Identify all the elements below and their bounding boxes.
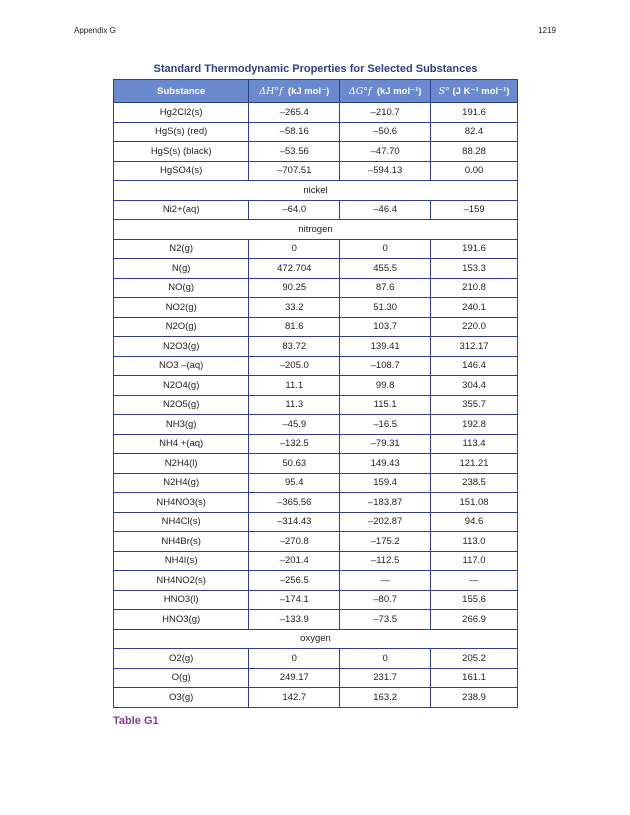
enthalpy-cell: –64.0 [249,200,340,220]
gibbs-cell: –210.7 [340,103,431,123]
enthalpy-cell: 90.25 [249,278,340,298]
gibbs-cell: –47.70 [340,142,431,162]
substance-cell: NH4NO3(s) [114,493,249,513]
substance-cell: HgSO4(s) [114,161,249,181]
entropy-cell: 312.17 [431,337,518,357]
gibbs-cell: –80.7 [340,590,431,610]
group-row [114,181,518,201]
group-label: oxygen [114,629,518,649]
gibbs-cell: 159.4 [340,473,431,493]
gibbs-cell: –50.6 [340,122,431,142]
enthalpy-cell: 11.1 [249,376,340,396]
group-label: nitrogen [114,220,518,240]
entropy-cell: 205.2 [431,649,518,669]
substance-cell: NH3(g) [114,415,249,435]
header-substance: Substance [114,80,249,103]
table-row [114,512,518,532]
table-row [114,298,518,318]
substance-cell: NO(g) [114,278,249,298]
enthalpy-cell: –53.56 [249,142,340,162]
substance-cell: Ni2+(aq) [114,200,249,220]
enthalpy-cell: –314.43 [249,512,340,532]
enthalpy-cell: 142.7 [249,688,340,708]
substance-cell: N(g) [114,259,249,279]
enthalpy-cell: –205.0 [249,356,340,376]
table-row [114,239,518,259]
substance-cell: N2H4(g) [114,473,249,493]
substance-cell: N2(g) [114,239,249,259]
substance-cell: O2(g) [114,649,249,669]
substance-cell: HgS(s) (black) [114,142,249,162]
entropy-cell: 355.7 [431,395,518,415]
table-row [114,395,518,415]
table-row [114,200,518,220]
substance-cell: N2O(g) [114,317,249,337]
gibbs-cell: 163.2 [340,688,431,708]
substance-cell: HNO3(l) [114,590,249,610]
table-row [114,532,518,552]
entropy-cell: 192.8 [431,415,518,435]
substance-cell: O(g) [114,668,249,688]
gibbs-cell: 149.43 [340,454,431,474]
header-gibbs: ΔG°f (kJ mol⁻¹) [340,80,431,103]
table-row [114,493,518,513]
table-row [114,161,518,181]
substance-cell: NH4NO2(s) [114,571,249,591]
entropy-cell: –159 [431,200,518,220]
header-entropy: S° (J K⁻¹ mol⁻¹) [431,80,518,103]
table-title: Standard Thermodynamic Properties for Selected Substances [153,63,478,75]
entropy-cell: 155.6 [431,590,518,610]
enthalpy-cell: 0 [249,239,340,259]
enthalpy-cell: –174.1 [249,590,340,610]
table-row [114,610,518,630]
enthalpy-cell: 81.6 [249,317,340,337]
entropy-cell: 146.4 [431,356,518,376]
substance-cell: NO3 –(aq) [114,356,249,376]
entropy-cell: 304.4 [431,376,518,396]
enthalpy-cell: –133.9 [249,610,340,630]
table-row [114,103,518,123]
entropy-cell: 0.00 [431,161,518,181]
enthalpy-cell: –270.8 [249,532,340,552]
substance-cell: NO2(g) [114,298,249,318]
gibbs-cell: –594.13 [340,161,431,181]
entropy-cell: 153.3 [431,259,518,279]
table-row [114,668,518,688]
enthalpy-cell: –58.16 [249,122,340,142]
group-row [114,220,518,240]
gibbs-cell: 87.6 [340,278,431,298]
entropy-cell: 238.5 [431,473,518,493]
gibbs-cell: –108.7 [340,356,431,376]
gibbs-cell: 103.7 [340,317,431,337]
substance-cell: NH4Br(s) [114,532,249,552]
substance-cell: N2H4(l) [114,454,249,474]
gibbs-cell: –16.5 [340,415,431,435]
substance-cell: NH4I(s) [114,551,249,571]
table-row [114,571,518,591]
table-row [114,454,518,474]
entropy-cell: 113.4 [431,434,518,454]
gibbs-cell: 0 [340,649,431,669]
gibbs-cell: 0 [340,239,431,259]
gibbs-cell: –175.2 [340,532,431,552]
table-row [114,317,518,337]
enthalpy-cell: –365.56 [249,493,340,513]
entropy-cell: 121.21 [431,454,518,474]
gibbs-cell: –202.87 [340,512,431,532]
table-row [114,337,518,357]
entropy-cell: 161.1 [431,668,518,688]
table-row [114,649,518,669]
entropy-cell: 82.4 [431,122,518,142]
gibbs-cell: –112.5 [340,551,431,571]
gibbs-cell: 139.41 [340,337,431,357]
entropy-cell: 117.0 [431,551,518,571]
enthalpy-cell: –256.5 [249,571,340,591]
enthalpy-cell: 83.72 [249,337,340,357]
gibbs-cell: 99.8 [340,376,431,396]
table-row [114,278,518,298]
group-row [114,629,518,649]
gibbs-cell: –46.4 [340,200,431,220]
enthalpy-cell: 249.17 [249,668,340,688]
table-header-row [114,80,518,103]
entropy-cell: — [431,571,518,591]
gibbs-cell: 51.30 [340,298,431,318]
gibbs-cell: 455.5 [340,259,431,279]
table-body [114,103,518,708]
entropy-cell: 266.9 [431,610,518,630]
enthalpy-cell: 33.2 [249,298,340,318]
entropy-cell: 240.1 [431,298,518,318]
gibbs-cell: –79.31 [340,434,431,454]
running-header-left: Appendix G [74,26,116,35]
substance-cell: NH4Cl(s) [114,512,249,532]
substance-cell: N2O3(g) [114,337,249,357]
thermo-table [113,79,518,708]
substance-cell: Hg2Cl2(s) [114,103,249,123]
enthalpy-cell: 11.3 [249,395,340,415]
table-row [114,473,518,493]
enthalpy-cell: –201.4 [249,551,340,571]
gibbs-cell: — [340,571,431,591]
enthalpy-cell: –265.4 [249,103,340,123]
gibbs-cell: –183.87 [340,493,431,513]
substance-cell: NH4 +(aq) [114,434,249,454]
entropy-cell: 210.8 [431,278,518,298]
enthalpy-cell: 472.704 [249,259,340,279]
table-row [114,122,518,142]
page-number: 1219 [538,26,556,35]
gibbs-cell: 115.1 [340,395,431,415]
table-row [114,551,518,571]
enthalpy-cell: –132.5 [249,434,340,454]
gibbs-cell: –73.5 [340,610,431,630]
enthalpy-cell: –707.51 [249,161,340,181]
table-row [114,434,518,454]
header-enthalpy: ΔH°f (kJ mol⁻) [249,80,340,103]
enthalpy-cell: 0 [249,649,340,669]
table-row [114,688,518,708]
entropy-cell: 88.28 [431,142,518,162]
entropy-cell: 220.0 [431,317,518,337]
entropy-cell: 151.08 [431,493,518,513]
substance-cell: O3(g) [114,688,249,708]
table-row [114,259,518,279]
table-row [114,142,518,162]
enthalpy-cell: 50.63 [249,454,340,474]
table-row [114,356,518,376]
entropy-cell: 238.9 [431,688,518,708]
substance-cell: N2O4(g) [114,376,249,396]
table-caption: Table G1 [113,715,159,727]
table-row [114,376,518,396]
substance-cell: N2O5(g) [114,395,249,415]
table-row [114,590,518,610]
group-label: nickel [114,181,518,201]
table-row [114,415,518,435]
entropy-cell: 113.0 [431,532,518,552]
substance-cell: HgS(s) (red) [114,122,249,142]
enthalpy-cell: 95.4 [249,473,340,493]
entropy-cell: 191.6 [431,239,518,259]
entropy-cell: 94.6 [431,512,518,532]
enthalpy-cell: –45.9 [249,415,340,435]
substance-cell: HNO3(g) [114,610,249,630]
gibbs-cell: 231.7 [340,668,431,688]
entropy-cell: 191.6 [431,103,518,123]
